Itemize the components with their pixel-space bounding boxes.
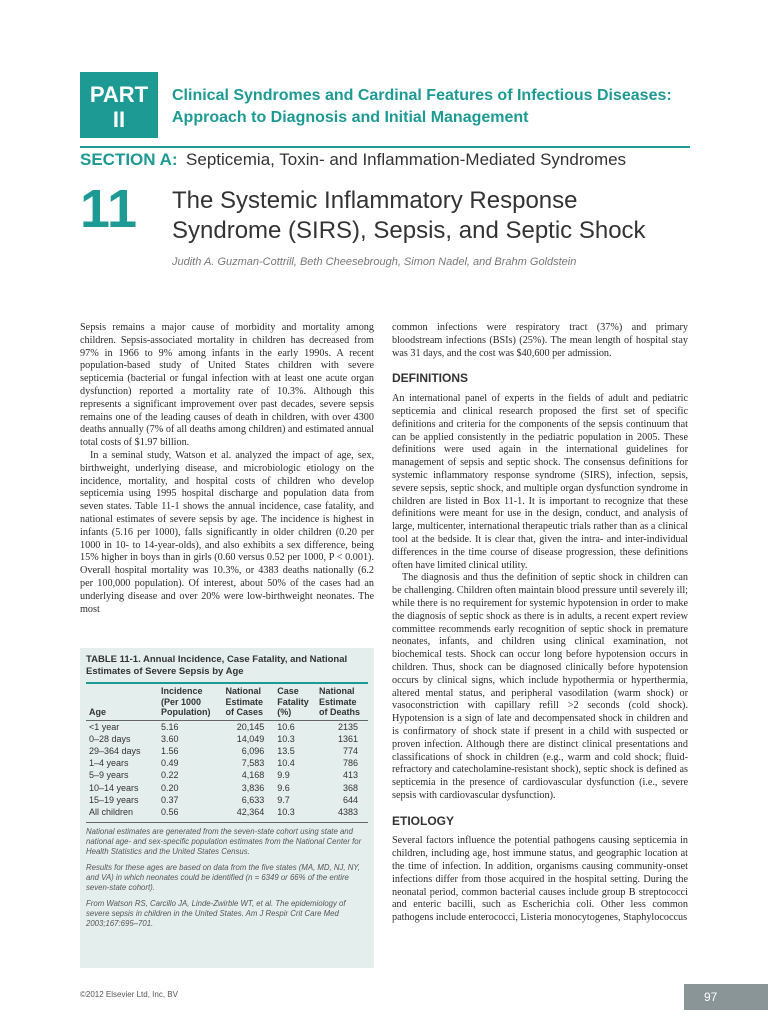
page-number: 97: [684, 984, 768, 1010]
header-fatality: Case Fatality (%): [274, 683, 316, 720]
table-cell: 10.4: [277, 758, 295, 769]
table-cell: 0.37: [161, 794, 179, 805]
table-cell: 29–364 days: [89, 745, 141, 756]
paragraph: An international panel of experts in the fields of adult and pediatric septicemia and clinical research proposed the first set of specific definitions and criteria for the components of the sepsis continuum that can be applied consistently in the pediatric population in 2005. These definitions were used again in the international guidelines for management of sepsis and septic shock. The consensus definitions for systemic inflammatory response syndrome (SIRS), infection, sepsis, severe sepsis, septic shock, and multiple organ dysfunction syndrome in children are listed in Box 11-1. It is important to recognize that these definitions were meant for use in the design, conduct, and analysis of large, multicenter, international therapeutic trials rather than as a clinical tool at the bedside. It is clear that, given the intra- and inter-individual differences in the time course of disease progression, these definitions often have limited clinical utility.: [392, 393, 688, 571]
table-cell: 368: [342, 782, 358, 793]
table-row: [86, 745, 368, 757]
footnote: From Watson RS, Carcillo JA, Linde-Zwirble WT, et al. The epidemiology of severe sepsis in children in the United States. Am J Respir Crit Care Med 2003;167:695–701.: [86, 899, 346, 929]
table-body: [86, 720, 368, 818]
table-cell: 42,364: [236, 806, 265, 817]
chapter-title: The Systemic Inflammatory Response Syndrome (SIRS), Sepsis, and Septic Shock: [172, 187, 646, 244]
table-cell: 9.6: [277, 782, 290, 793]
chapter-number: 11: [80, 179, 138, 239]
table-cell: 7,583: [241, 758, 265, 769]
table-cell: 3,836: [241, 782, 265, 793]
paragraph: common infections were respiratory tract (37%) and primary bloodstream infections (BSIs) (25%). The mean length of hospital stay was 31 days, and the cost was $40,600 per admission.: [392, 322, 688, 359]
table-11-1: [80, 648, 374, 968]
table-footnotes: [86, 822, 368, 929]
table-cell: 10.3: [277, 806, 295, 817]
table-cell: 14,049: [236, 733, 265, 744]
heading-etiology: ETIOLOGY: [392, 813, 455, 828]
table-cell: 10–14 years: [89, 782, 139, 793]
table-cell: 413: [342, 770, 358, 781]
header-incidence: Incidence (Per 1000 Population): [158, 683, 223, 720]
table-title: TABLE 11-1. Annual Incidence, Case Fatality, and National Estimates of Severe Sepsis by Age: [86, 654, 348, 677]
table-cell: 2135: [337, 721, 358, 732]
section-header: [80, 146, 690, 172]
table-row: [86, 720, 368, 733]
heading-definitions: DEFINITIONS: [392, 371, 469, 386]
sepsis-table: [86, 682, 368, 818]
table-row: [86, 782, 368, 794]
table-cell: 644: [342, 794, 358, 805]
part-number: II: [112, 107, 126, 132]
table-cell: 4,168: [241, 770, 265, 781]
table-cell: 6,633: [241, 794, 265, 805]
table-cell: 13.5: [277, 745, 295, 756]
table-header-row: [86, 683, 368, 720]
right-column: [392, 322, 688, 925]
paragraph: The diagnosis and thus the definition of septic shock in children can be challenging. Children often maintain blood pressure until severely ill; while there is no requirement for systemic hypotension in order to make the diagnosis of septic shock as there is in adults, a recent expert review committee recommends early recognition of septic shock in premature neonates, infants, and children using clinical examination, not biochemical tests. Shock can occur long before hypotension occurs in children. Thus, shock can be diagnosed clinically before hypotension occurs by clinical signs, which include hypothermia or hyperthermia, altered mental status, and peripheral vasodilation (warm shock) or vasoconstriction with capillary refill >2 seconds (cold shock). Hypotension is a sign of late and decompensated shock in children and is confirmatory of shock state if present in a child with suspected or proven infection. Although there are distinct clinical presentations and classifications of shock in children (e.g., warm and cold shock; fluid-refractory and catecholamine-resistant shock), septic shock is defined as septicemia in the presence of cardiovascular dysfunction (i.e., severe sepsis with cardiovascular dysfunction).: [392, 572, 688, 801]
paragraph: Several factors influence the potential pathogens causing septicemia in children, including age, host immune status, and geographic location at the time of infection. In addition, organisms causing community-onset infections differ from those acquired in the hospital setting. During the neonatal period, common bacterial causes include group B streptococci and enteric bacilli, such as Escherichia coli. Other less common pathogens include enterococci, Listeria monocytogenes, Staphylococcus: [392, 835, 688, 924]
table-cell: 15–19 years: [89, 794, 139, 805]
table-cell: 0.22: [161, 770, 179, 781]
table-cell: 5.16: [161, 721, 179, 732]
header-age: Age: [86, 683, 158, 720]
table-cell: 20,145: [236, 721, 265, 732]
table-cell: 774: [342, 745, 358, 756]
part-badge: [80, 72, 158, 138]
table-cell: 10.6: [277, 721, 295, 732]
part-label: PART: [89, 82, 149, 107]
section-title: Septicemia, Toxin- and Inflammation-Mediated Syndromes: [186, 150, 627, 169]
paragraph: Sepsis remains a major cause of morbidity and mortality among children. Sepsis-associated mortality in children has decreased from 97% in 1966 to 9% among infants in the early 1990s. A recent population-based study of United States children with severe septicemia (bacterial or fungal infection with at least one acute organ dysfunction) reported a mortality rate of 10.3%. Although this represents a significant improvement over past decades, severe sepsis remains one of the leading causes of death in children, with over 4300 deaths annually (7% of all deaths among children) and estimated annual total costs of $1.97 billion.: [80, 322, 374, 449]
table-row: [86, 794, 368, 806]
part-title: Clinical Syndromes and Cardinal Features of Infectious Diseases: Approach to Diagnosis and Initial Management: [172, 87, 672, 126]
table-cell: <1 year: [89, 721, 120, 732]
copyright: ©2012 Elsevier Ltd, Inc, BV: [80, 990, 178, 999]
table-cell: 0.56: [161, 806, 179, 817]
table-row: [86, 769, 368, 781]
table-cell: 10.3: [277, 733, 295, 744]
table-cell: All children: [89, 806, 134, 817]
section-label: SECTION A:: [80, 150, 178, 169]
paragraph: In a seminal study, Watson et al. analyzed the impact of age, sex, birthweight, underlying disease, and microbiologic etiology on the incidence, mortality, and hospital costs of children who develop septicemia using 1995 hospital discharge and population data from seven states. Table 11-1 shows the annual incidence, case fatality, and national estimates of severe sepsis by age. The incidence is highest in infants (5.16 per 1000), falls significantly in older children (0.20 per 1000 in 10- to 14-year-olds), and also exhibits a sex difference, being 15% higher in boys than in girls (0.60 versus 0.52 per 1000, P < 0.001). Overall hospital mortality was 10.3%, or 4383 deaths nationally (6.2 per 100,000 population). Of interest, about 50% of the cases had an underlying disease and over 20% were low-birthweight neonates. The most: [80, 449, 374, 615]
table-row: [86, 806, 368, 818]
table-row: [86, 757, 368, 769]
table-cell: 1–4 years: [89, 758, 129, 769]
footnote: National estimates are generated from the seven-state cohort using state and national age- and sex-specific population estimates from the National Center for Health Statistics and the United States Census.: [86, 827, 362, 857]
table-cell: 1.56: [161, 745, 179, 756]
table-cell: 9.9: [277, 770, 290, 781]
table-row: [86, 733, 368, 745]
table-cell: 9.7: [277, 794, 290, 805]
chapter-authors: Judith A. Guzman-Cottrill, Beth Cheesebrough, Simon Nadel, and Brahm Goldstein: [172, 256, 577, 268]
table-cell: 0.49: [161, 758, 179, 769]
table-cell: 3.60: [161, 733, 179, 744]
footnote: Results for these ages are based on data from the five states (MA, MD, NJ, NY, and VA) in which neonates could be identified (n = 6349 or 66% of the entire seven-state cohort).: [86, 863, 361, 893]
left-column: [80, 322, 374, 616]
table-cell: 5–9 years: [89, 770, 129, 781]
header-cases: National Estimate of Cases: [223, 683, 275, 720]
table-cell: 0.20: [161, 782, 179, 793]
table-cell: 6,096: [241, 745, 265, 756]
header-deaths: National Estimate of Deaths: [316, 683, 368, 720]
table-cell: 786: [342, 758, 358, 769]
table-cell: 4383: [337, 806, 358, 817]
table-cell: 1361: [337, 733, 358, 744]
table-cell: 0–28 days: [89, 733, 131, 744]
